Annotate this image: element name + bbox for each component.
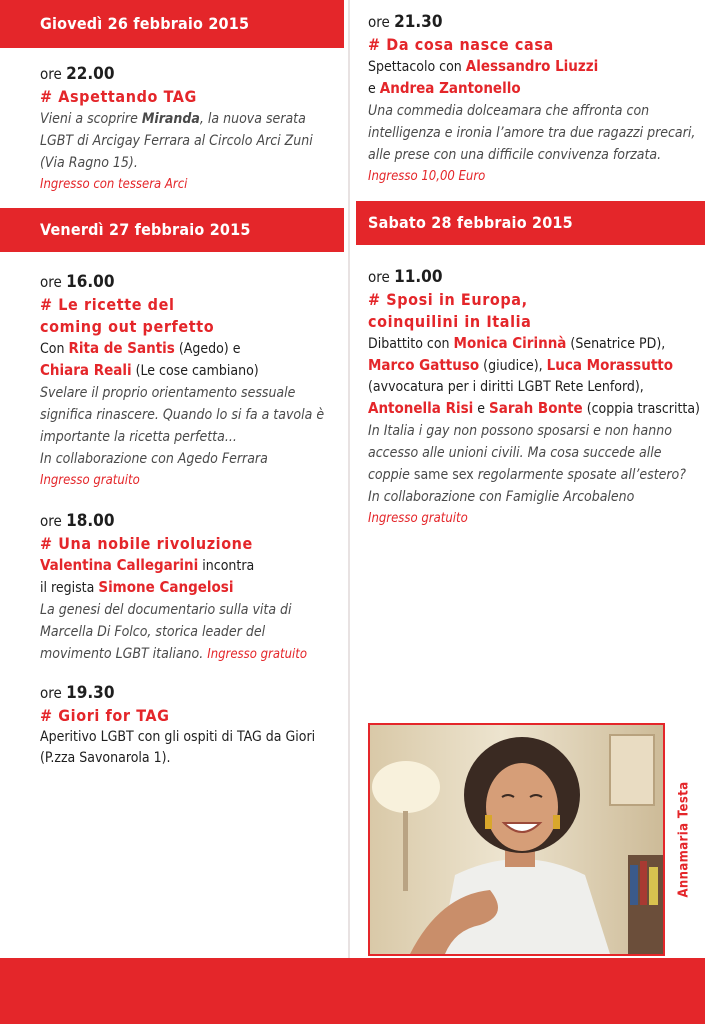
event-time: ore 21.30 <box>368 12 443 32</box>
event-aspettando-tag <box>0 64 344 195</box>
event-guests-2: il regista Simone Cangelosi <box>40 578 234 596</box>
event-time: ore 11.00 <box>368 267 443 287</box>
event-title: # Sposi in Europa, coinquilini in Italia <box>368 290 532 331</box>
event-entry: Ingresso gratuito <box>40 473 140 488</box>
event-time: ore 22.00 <box>40 64 115 84</box>
event-nobile-rivoluzione <box>0 511 344 665</box>
event-time: ore 18.00 <box>40 511 115 531</box>
event-giori-for-tag <box>0 683 344 769</box>
event-ricette <box>0 272 344 491</box>
day-heading-thursday: Giovedì 26 febbraio 2015 <box>0 0 344 48</box>
event-guests: Con Rita de Santis (Agedo) e <box>40 339 241 357</box>
event-entry: Ingresso con tessera Arci <box>40 177 188 192</box>
event-title: # Una nobile rivoluzione <box>40 534 253 553</box>
event-guests: Spettacolo con Alessandro Liuzzi <box>368 57 599 75</box>
event-description: In Italia i gay non possono sposarsi e non hanno accesso alle unioni civili. Ma cosa succede alle coppie same sex regolarmente sposate all’estero? <box>368 423 686 483</box>
event-guests: Valentina Callegarini incontra <box>40 556 255 574</box>
event-guests-2: Chiara Reali (Le cose cambiano) <box>40 361 259 379</box>
event-guests-2: e Andrea Zantonello <box>368 79 521 97</box>
event-collaboration: In collaborazione con Famiglie Arcobaleno <box>368 489 635 505</box>
portrait-illustration <box>370 725 663 954</box>
event-description: Svelare il proprio orientamento sessuale significa rinascere. Quando lo si fa a tavola è importante la ricetta perfetta... <box>40 385 325 445</box>
event-text: Aperitivo LGBT con gli ospiti di TAG da Giori (P.zza Savonarola 1). <box>40 729 316 766</box>
event-entry: Ingresso gratuito <box>368 511 468 526</box>
column-divider <box>348 0 350 958</box>
left-column <box>0 0 344 769</box>
event-time: ore 19.30 <box>40 683 115 703</box>
event-collaboration: In collaborazione con Agedo Ferrara <box>40 451 268 467</box>
event-title: # Aspettando TAG <box>40 87 197 106</box>
event-description: La genesi del documentario sulla vita di Marcella Di Folco, storica leader del movimento LGBT italiano. Ingresso gratuito <box>40 602 307 662</box>
photo-credit: Annamaria Testa <box>676 780 692 898</box>
footer-band <box>0 958 705 1024</box>
event-da-cosa-nasce-casa <box>356 12 705 187</box>
day-heading-saturday: Sabato 28 febbraio 2015 <box>356 201 705 245</box>
event-guests: Dibattito con Monica Cirinnà (Senatrice PD), Marco Gattuso (giudice), Luca Morassutto (avvocatura per i diritti LGBT Rete Lenford), Antonella Risi e Sarah Bonte (coppia trascritta) <box>368 334 700 417</box>
event-time: ore 16.00 <box>40 272 115 292</box>
day-heading-friday: Venerdì 27 febbraio 2015 <box>0 208 344 252</box>
portrait-photo <box>368 723 665 956</box>
event-title: # Le ricette del coming out perfetto <box>40 295 215 336</box>
event-title: # Giori for TAG <box>40 706 170 725</box>
event-description: Una commedia dolceamara che affronta con intelligenza e ironia l’amore tra due ragazzi precari, alle prese con una difficile convivenza forzata. <box>368 103 696 163</box>
event-title: # Da cosa nasce casa <box>368 35 554 54</box>
event-entry: Ingresso 10,00 Euro <box>368 169 486 184</box>
event-sposi-in-europa <box>356 267 705 529</box>
event-description: Vieni a scoprire Miranda, la nuova serata LGBT di Arcigay Ferrara al Circolo Arci Zuni (Via Ragno 15). <box>40 111 313 171</box>
right-column <box>356 0 705 529</box>
